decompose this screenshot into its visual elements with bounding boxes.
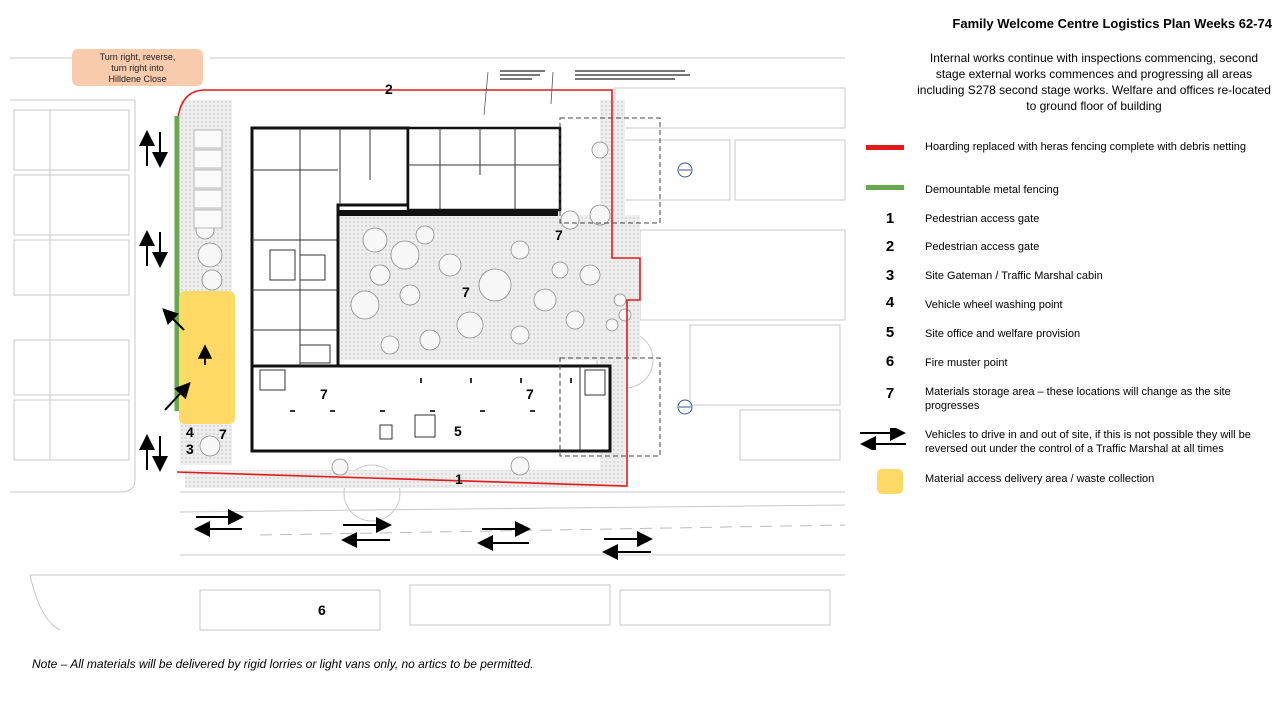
label-storage-7-e: 7 <box>219 426 227 442</box>
legend-text: Pedestrian access gate <box>925 213 1040 225</box>
callout-line-3: Hilldene Close <box>108 74 167 84</box>
callout-line-2: turn right into <box>111 63 164 73</box>
callout-line-1: Turn right, reverse, <box>99 52 176 62</box>
label-gate-2: 2 <box>385 81 393 97</box>
yellow-box-swatch <box>877 469 903 494</box>
legend-text: Material access delivery area / waste collection <box>925 473 1155 485</box>
legend-text: Materials storage area – these locations will change as the site progresses <box>925 386 1231 412</box>
label-storage-7-a: 7 <box>555 227 563 243</box>
legend-key: 7 <box>885 385 895 402</box>
road-markings <box>260 525 845 535</box>
legend-key: 2 <box>885 238 895 255</box>
legend-text: Hoarding replaced with heras fencing complete with debris netting <box>925 141 1247 153</box>
parking-bays <box>194 130 222 228</box>
legend-text: Vehicle wheel washing point <box>925 299 1063 311</box>
label-wash-4: 4 <box>186 424 194 440</box>
legend-key: 6 <box>885 353 895 370</box>
green-line-swatch <box>866 185 904 190</box>
delivery-area <box>179 291 235 424</box>
label-storage-7-b: 7 <box>462 284 470 300</box>
plan-description: Internal works continue with inspections commencing, second stage external works commences and progressing all areas including S278 second stage works. Welfare and offices re-located to ground floor of building <box>917 51 1271 113</box>
legend-key: 1 <box>885 210 895 227</box>
legend-text: Demountable metal fencing <box>925 184 1059 196</box>
plan-title: Family Welcome Centre Logistics Plan Weeks 62-74 <box>952 16 1272 31</box>
label-storage-7-c: 7 <box>320 386 328 402</box>
delivery-note: Note – All materials will be delivered by rigid lorries or light vans only, no artics to be permitted. <box>32 657 534 671</box>
legend-text: Vehicles to drive in and out of site, if this is not possible they will be reversed out under the control of a Traffic Marshal at all times <box>925 429 1251 455</box>
label-storage-7-d: 7 <box>526 386 534 402</box>
legend-key: 3 <box>885 267 895 284</box>
label-muster-6: 6 <box>318 602 326 618</box>
legend-text: Fire muster point <box>925 357 1008 369</box>
double-arrow-icon <box>856 428 912 450</box>
legend-key: 5 <box>885 324 895 341</box>
legend-key: 4 <box>885 294 895 311</box>
legend-text: Pedestrian access gate <box>925 241 1040 253</box>
label-cabin-3: 3 <box>186 441 194 457</box>
label-office-5: 5 <box>454 423 462 439</box>
annotation-notes <box>500 70 690 80</box>
vertical-vehicle-arrows <box>147 132 160 470</box>
red-line-swatch <box>866 145 904 150</box>
turning-instruction-callout <box>72 49 203 86</box>
legend-text: Site Gateman / Traffic Marshal cabin <box>925 270 1103 282</box>
legend-text: Site office and welfare provision <box>925 328 1081 340</box>
label-gate-1: 1 <box>455 471 463 487</box>
